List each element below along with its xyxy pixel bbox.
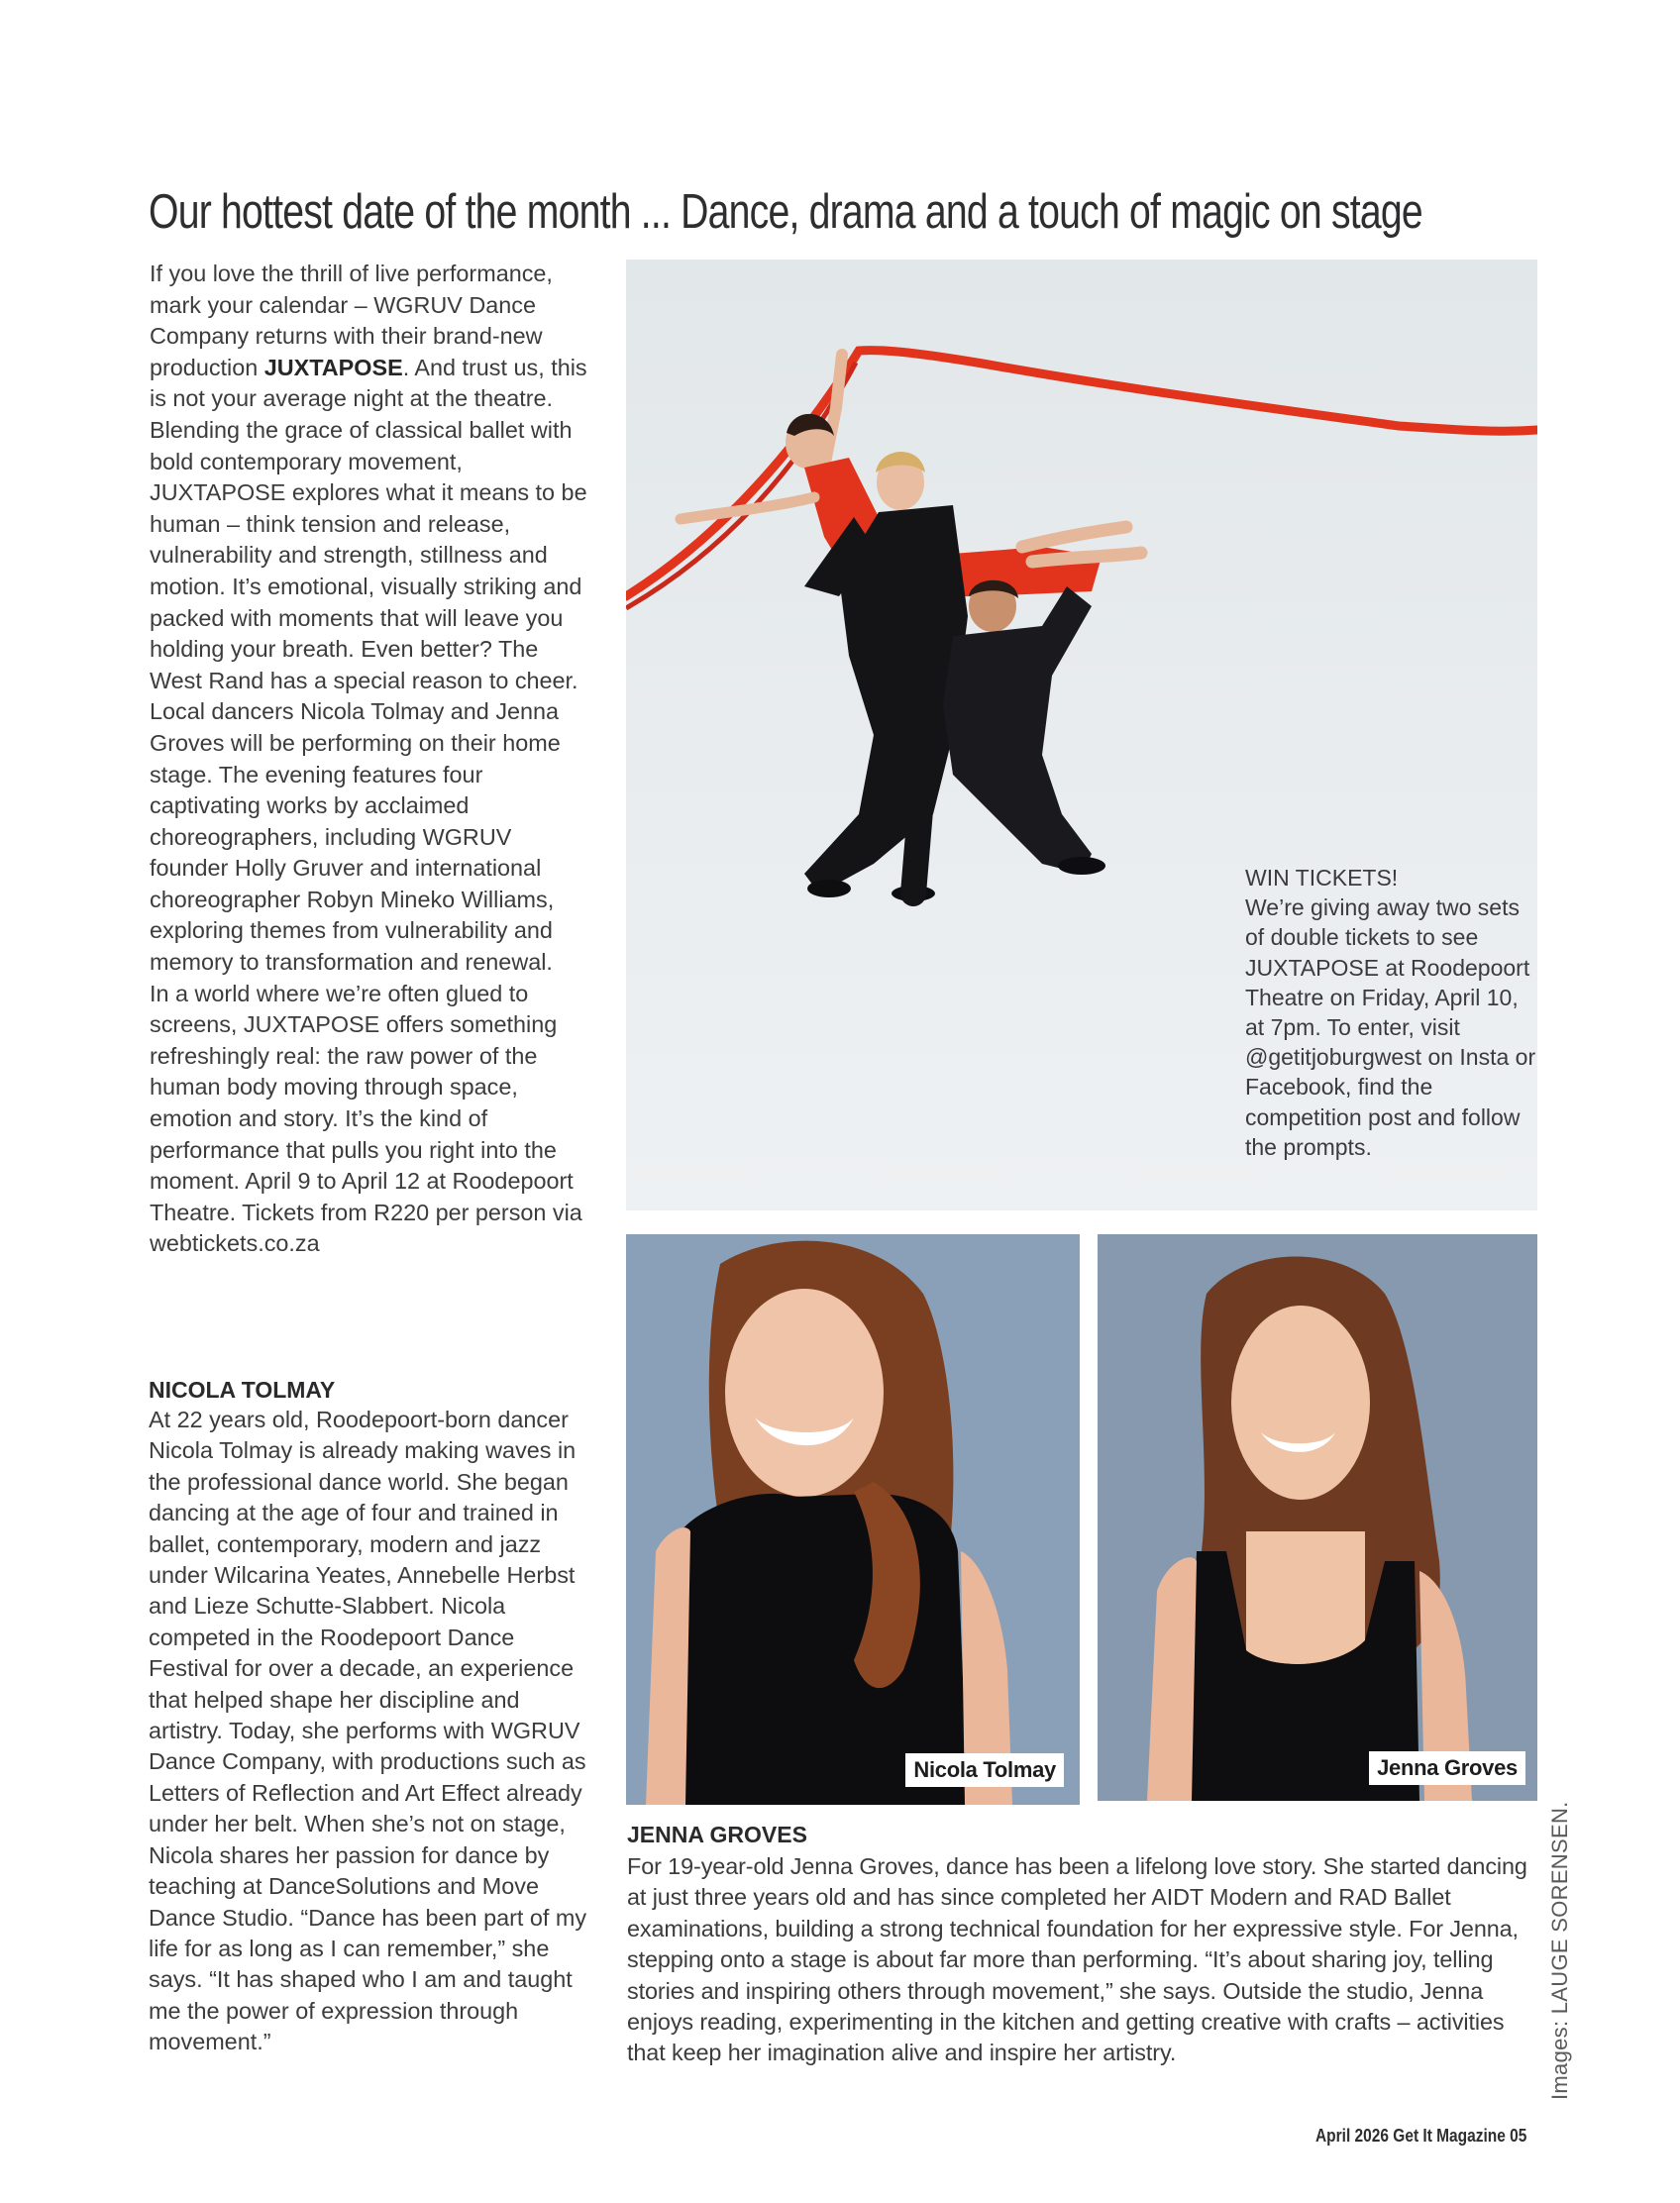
bio-jenna-groves [627, 1820, 1528, 2069]
hero-dance-photo [626, 260, 1537, 1210]
win-tickets-callout [1245, 863, 1537, 1162]
bio-nicola-tolmay [149, 1375, 589, 2058]
bio-body-jenna: For 19-year-old Jenna Groves, dance has been a lifelong love story. She started dancing at just three years old and has since completed her AIDT Modern and RAD Ballet examinations, building a strong technical foundation for her expressive style. For Jenna, stepping onto a stage is about far more than performing. “It’s about sharing joy, telling stories and inspiring others through movement,” she says. Outside the studio, Jenna enjoys reading, experimenting in the kitchen and getting creative with crafts – activities that keep her imagination alive and inspire her artistry. [627, 1853, 1527, 2066]
photo-credit: Images: LAUGE SORENSEN. [1547, 1801, 1572, 2100]
page-headline: Our hottest date of the month ... Dance, drama and a touch of magic on stage [149, 185, 1422, 239]
page-footer: April 2026 Get It Magazine 05 [1315, 2126, 1527, 2146]
portrait-jenna-groves [1098, 1234, 1537, 1801]
portrait-nicola-tolmay [626, 1234, 1080, 1805]
intro-article [150, 259, 590, 1260]
production-name: JUXTAPOSE [263, 354, 403, 380]
bio-heading-jenna: JENNA GROVES [627, 1822, 807, 1847]
intro-lead: If you love the thrill of live performance, mark your calendar – WGRUV Dance Company returns with their brand-new production [150, 261, 553, 380]
win-tickets-title: WIN TICKETS! [1245, 865, 1399, 891]
portrait-caption-nicola: Nicola Tolmay [905, 1753, 1064, 1787]
intro-paragraph-1 [150, 259, 590, 979]
bio-heading-nicola: NICOLA TOLMAY [149, 1377, 336, 1403]
intro-body: . And trust us, this is not your average night at the theatre. Blending the grace of classical ballet with bold contemporary movement, JUXTAPOSE explores what it means to be human – think tension and release, vulnerability and strength, stillness and motion. It’s emotional, visually striking and packed with moments that will leave you holding your breath. Even better? The West Rand has a special reason to cheer. Local dancers Nicola Tolmay and Jenna Groves will be performing on their home stage. The evening features four captivating works by acclaimed choreographers, including WGRUV founder Holly Gruver and international choreographer Robyn Mineko Williams, exploring themes from vulnerability and memory to transformation and renewal. [150, 354, 587, 976]
portrait-caption-jenna: Jenna Groves [1369, 1751, 1525, 1785]
bio-body-nicola: At 22 years old, Roodepoort-born dancer Nicola Tolmay is already making waves in the professional dance world. She began dancing at the age of four and trained in ballet, contemporary, modern and jazz under Wilcarina Yeates, Annebelle Herbst and Lieze Schutte-Slabbert. Nicola competed in the Roodepoort Dance Festival for over a decade, an experience that helped shape her discipline and artistry. Today, she performs with WGRUV Dance Company, with productions such as Letters of Reflection and Art Effect already under her belt. When she’s not on stage, Nicola shares her passion for dance by teaching at DanceSolutions and Move Dance Studio. “Dance has been part of my life for as long as I can remember,” she says. “It has shaped who I am and taught me the power of expression through movement.” [149, 1407, 587, 2055]
win-tickets-body: We’re giving away two sets of double tickets to see JUXTAPOSE at Roodepoort Theatre on Friday, April 10, at 7pm. To enter, visit @getitjoburgwest on Insta or Facebook, find the competition post and follow the prompts. [1245, 894, 1536, 1160]
jenna-portrait-illustration [1098, 1234, 1537, 1801]
nicola-portrait-illustration [626, 1234, 1080, 1805]
intro-paragraph-2: In a world where we’re often glued to screens, JUXTAPOSE offers something refreshingly real: the raw power of the human body moving through space, emotion and story. It’s the kind of performance that pulls you right into the moment. April 9 to April 12 at Roodepoort Theatre. Tickets from R220 per person via webtickets.co.za [150, 980, 582, 1257]
